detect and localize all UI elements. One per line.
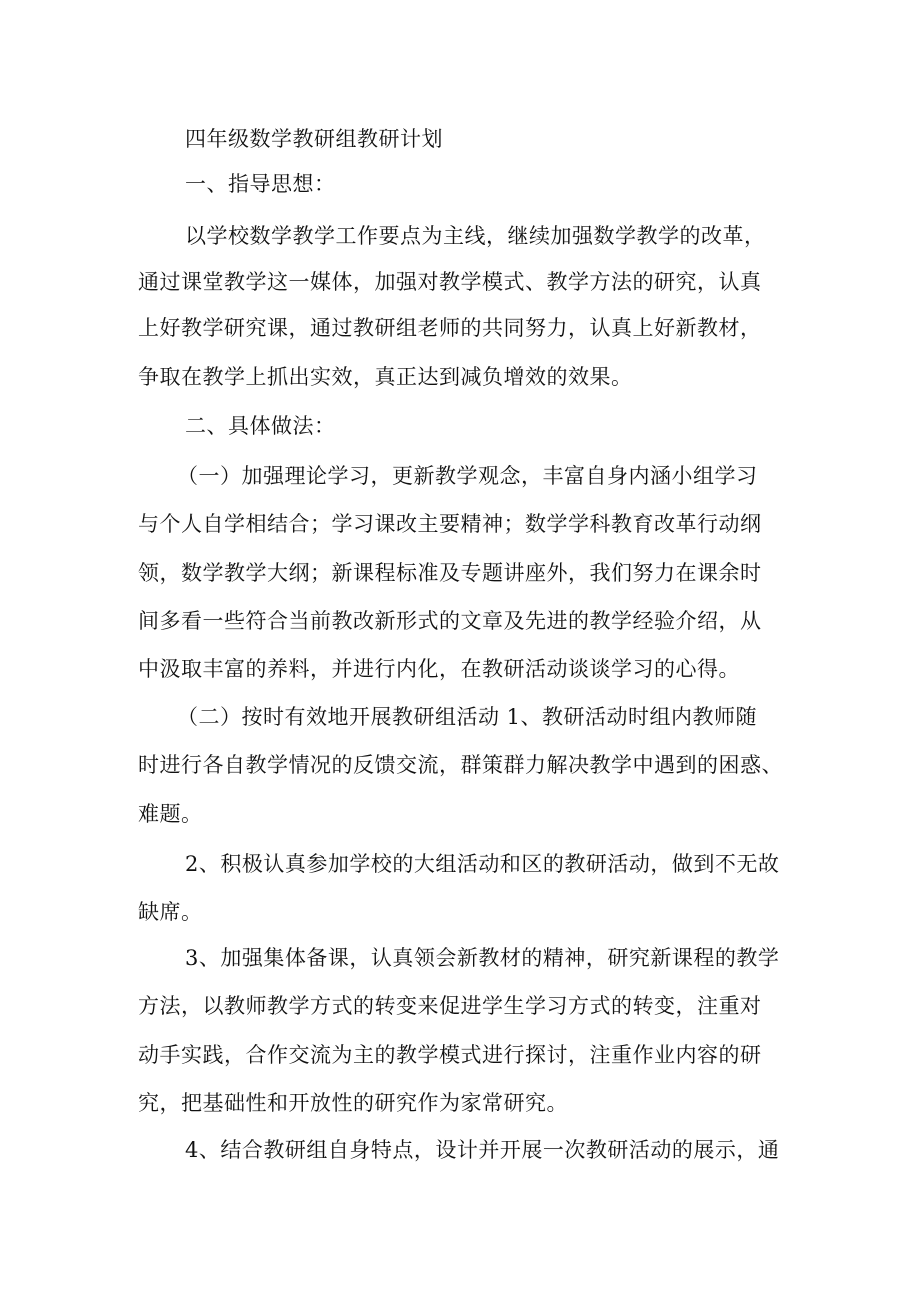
paragraph-line: （一）加强理论学习，更新教学观念，丰富自身内涵小组学习: [177, 464, 758, 488]
document-title: 四年级数学教研组教研计划: [185, 127, 443, 151]
paragraph-line: 难题。: [138, 802, 203, 826]
paragraph-line: 上好教学研究课，通过教研组老师的共同努力，认真上好新教材，: [138, 316, 762, 340]
paragraph-line: 2、积极认真参加学校的大组活动和区的教研活动，做到不无故: [185, 852, 780, 876]
paragraph-line: 4、结合教研组自身特点，设计并开展一次教研活动的展示，通: [185, 1138, 780, 1162]
paragraph-line: 以学校数学教学工作要点为主线，继续加强数学教学的改革，: [185, 224, 766, 248]
section-heading-specific-methods: 二、具体做法：: [185, 414, 336, 438]
paragraph-line: 中汲取丰富的养料，并进行内化，在教研活动谈谈学习的心得。: [138, 657, 740, 681]
paragraph-line: 缺席。: [138, 900, 203, 924]
paragraph-line: 通过课堂教学这一媒体，加强对教学模式、教学方法的研究，认真: [138, 270, 762, 294]
paragraph-line: 争取在教学上抓出实效，真正达到减负增效的效果。: [138, 365, 633, 389]
paragraph-line: （二）按时有效地开展教研组活动 1、教研活动时组内教师随: [177, 705, 758, 729]
paragraph-line: 方法，以教师教学方式的转变来促进学生学习方式的转变，注重对: [138, 994, 762, 1018]
paragraph-line: 究，把基础性和开放性的研究作为家常研究。: [138, 1091, 568, 1115]
paragraph-line: 3、加强集体备课，认真领会新教材的精神，研究新课程的教学: [185, 946, 780, 970]
section-heading-guiding-thought: 一、指导思想：: [185, 172, 336, 196]
paragraph-line: 时进行各自教学情况的反馈交流，群策群力解决教学中遇到的困惑、: [138, 753, 783, 777]
paragraph-line: 间多看一些符合当前教改新形式的文章及先进的教学经验介绍，从: [138, 609, 762, 633]
paragraph-line: 动手实践，合作交流为主的教学模式进行探讨，注重作业内容的研: [138, 1043, 762, 1067]
paragraph-line: 领，数学教学大纲；新课程标准及专题讲座外，我们努力在课余时: [138, 561, 762, 585]
paragraph-line: 与个人自学相结合；学习课改主要精神；数学学科教育改革行动纲: [138, 512, 762, 536]
